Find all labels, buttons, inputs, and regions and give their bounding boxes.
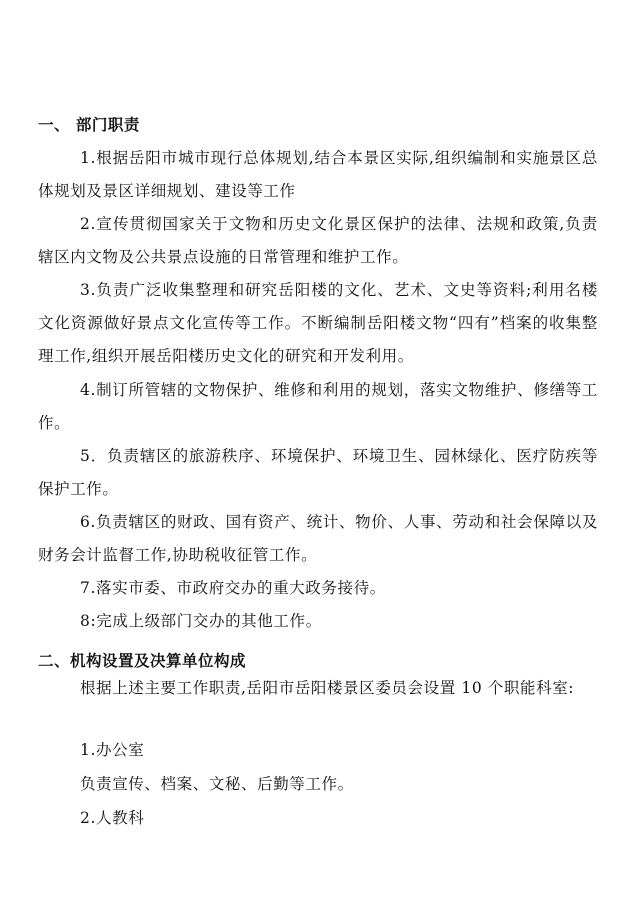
- duty-item-4: 4.制订所管辖的文物保护、维修和利用的规划，落实文物维护、修缮等工作。: [38, 381, 598, 432]
- office-2-title: 2.人教科: [80, 809, 145, 827]
- duty-item-2: 2.宣传贯彻国家关于文物和历史文化景区保护的法律、法规和政策,负责辖区内文物及公共景点设施的日常管理和维护工作。: [38, 215, 598, 266]
- duty-item-5: 5．负责辖区的旅游秩序、环境保护、环境卫生、园林绿化、医疗防疾等保护工作。: [38, 447, 598, 498]
- duty-item-6: 6.负责辖区的财政、国有资产、统计、物价、人事、劳动和社会保障以及财务会计监督工作,协助税收征管工作。: [38, 513, 598, 564]
- office-1-description: 负责宣传、档案、文秘、后勤等工作。: [80, 775, 354, 793]
- duty-item-3: 3.负责广泛收集整理和研究岳阳楼的文化、艺术、文史等资料;利用名楼文化资源做好景点文化宣传等工作。不断编制岳阳楼文物“四有”档案的收集整理工作,组织开展岳阳楼历史文化的研究和开发利用。: [38, 281, 598, 365]
- duty-item-7: 7.落实市委、市政府交办的重大政务接待。: [80, 579, 386, 597]
- office-1-title: 1.办公室: [80, 741, 145, 759]
- section-heading-organization: 二、机构设置及决算单位构成: [38, 652, 247, 670]
- duty-item-1: 1.根据岳阳市城市现行总体规划,结合本景区实际,组织编制和实施景区总体规划及景区详细规划、建设等工作: [38, 149, 598, 200]
- duty-item-8: 8:完成上级部门交办的其他工作。: [80, 612, 322, 630]
- section-heading-duties: 一、 部门职责: [38, 116, 140, 134]
- organization-intro: 根据上述主要工作职责,岳阳市岳阳楼景区委员会设置 10 个职能科室:: [80, 679, 575, 697]
